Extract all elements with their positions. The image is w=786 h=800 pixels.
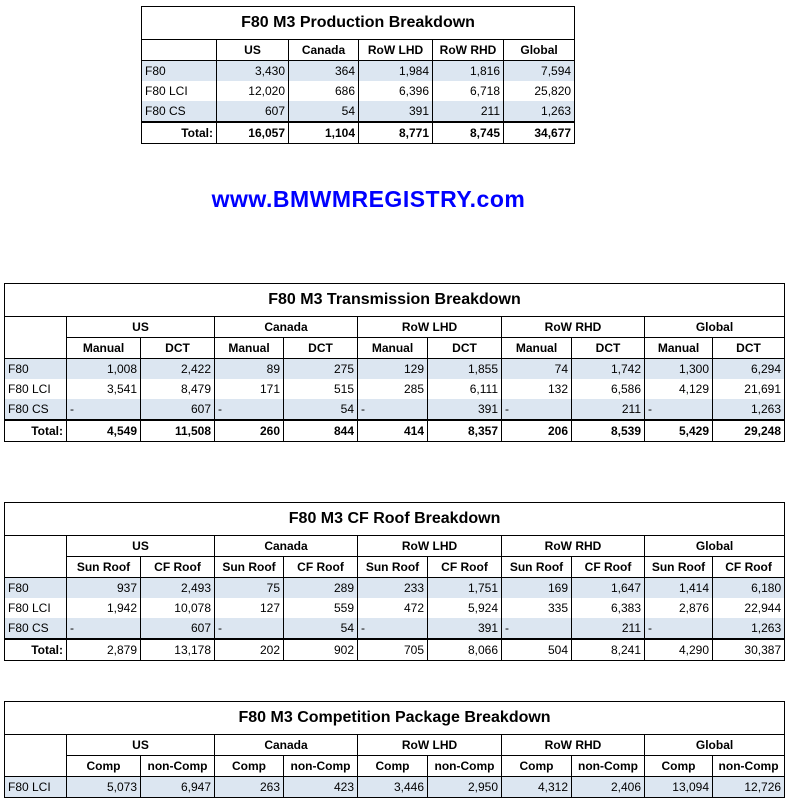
transmission-title: F80 M3 Transmission Breakdown: [5, 284, 785, 317]
sub-header: DCT: [572, 338, 645, 359]
cell-value: 364: [289, 61, 359, 82]
sub-header: Sun Roof: [215, 557, 284, 578]
total-value: 2,879: [67, 639, 141, 661]
cell-value: 1,300: [645, 359, 713, 380]
sub-header: Comp: [645, 756, 713, 777]
cell-value: 54: [284, 618, 358, 639]
total-label: Total:: [142, 122, 217, 144]
group-header: Canada: [215, 536, 358, 557]
cell-value: 211: [433, 101, 504, 122]
cell-value: 13,094: [645, 777, 713, 798]
cell-value: 6,947: [141, 777, 215, 798]
group-header: RoW RHD: [502, 735, 645, 756]
total-label: Total:: [5, 420, 67, 442]
group-header: RoW LHD: [358, 317, 502, 338]
competition-table: [4, 701, 785, 798]
table-row: [5, 598, 785, 618]
total-value: 34,677: [504, 122, 575, 144]
table-row: [5, 777, 785, 798]
total-value: 844: [284, 420, 358, 442]
row-label: F80 LCI: [5, 379, 67, 399]
cell-value: 2,950: [428, 777, 502, 798]
cell-value: 1,984: [359, 61, 433, 82]
cell-value: 3,541: [67, 379, 141, 399]
total-label: Total:: [5, 639, 67, 661]
cell-value: 25,820: [504, 81, 575, 101]
row-label: F80 CS: [5, 399, 67, 420]
production-title: F80 M3 Production Breakdown: [142, 7, 575, 40]
table-row: [142, 81, 575, 101]
production-col-header: US: [217, 40, 289, 61]
cell-value: 4,312: [502, 777, 572, 798]
sub-header: Sun Roof: [645, 557, 713, 578]
production-col-header: RoW RHD: [433, 40, 504, 61]
group-header: Canada: [215, 735, 358, 756]
cell-value: 1,647: [572, 578, 645, 599]
total-value: 5,429: [645, 420, 713, 442]
cell-value: -: [67, 399, 141, 420]
sub-header: DCT: [428, 338, 502, 359]
cell-value: 5,924: [428, 598, 502, 618]
total-value: 8,066: [428, 639, 502, 661]
website-url: www.BMWMREGISTRY.com: [211, 186, 526, 212]
table-row: [5, 399, 785, 420]
cell-value: 1,742: [572, 359, 645, 380]
production-col-header: Global: [504, 40, 575, 61]
cell-value: 129: [358, 359, 428, 380]
cell-value: 686: [289, 81, 359, 101]
total-value: 8,539: [572, 420, 645, 442]
group-header: US: [67, 735, 215, 756]
cell-value: 74: [502, 359, 572, 380]
cell-value: 607: [141, 618, 215, 639]
sub-header: CF Roof: [428, 557, 502, 578]
total-value: 16,057: [217, 122, 289, 144]
total-value: 504: [502, 639, 572, 661]
row-label: F80 CS: [142, 101, 217, 122]
cell-value: 6,180: [713, 578, 785, 599]
sub-header: CF Roof: [141, 557, 215, 578]
row-label: F80 LCI: [142, 81, 217, 101]
total-value: 260: [215, 420, 284, 442]
cell-value: 6,396: [359, 81, 433, 101]
group-header: RoW RHD: [502, 536, 645, 557]
cell-value: 335: [502, 598, 572, 618]
total-value: 414: [358, 420, 428, 442]
cell-value: 1,263: [713, 618, 785, 639]
sub-header: Comp: [215, 756, 284, 777]
total-value: 8,357: [428, 420, 502, 442]
production-table: [141, 6, 575, 144]
cell-value: 285: [358, 379, 428, 399]
sub-header: Manual: [358, 338, 428, 359]
group-header: Canada: [215, 317, 358, 338]
total-value: 4,290: [645, 639, 713, 661]
cell-value: -: [502, 399, 572, 420]
group-header: RoW LHD: [358, 536, 502, 557]
total-row: [5, 639, 785, 661]
group-header: RoW RHD: [502, 317, 645, 338]
cell-value: 391: [359, 101, 433, 122]
cell-value: 6,111: [428, 379, 502, 399]
sub-header: DCT: [713, 338, 785, 359]
table-row: [5, 578, 785, 599]
cell-value: 1,263: [504, 101, 575, 122]
cell-value: 6,586: [572, 379, 645, 399]
cell-value: 607: [141, 399, 215, 420]
total-value: 11,508: [141, 420, 215, 442]
production-col-header: RoW LHD: [359, 40, 433, 61]
sub-header: Sun Roof: [502, 557, 572, 578]
transmission-table: [4, 283, 785, 442]
cell-value: 263: [215, 777, 284, 798]
sub-header: DCT: [141, 338, 215, 359]
cell-value: 127: [215, 598, 284, 618]
group-header: Global: [645, 735, 785, 756]
cell-value: 2,876: [645, 598, 713, 618]
sub-header: CF Roof: [713, 557, 785, 578]
cell-value: 2,422: [141, 359, 215, 380]
row-label: F80 LCI: [5, 777, 67, 798]
cell-value: -: [215, 399, 284, 420]
cell-value: 2,493: [141, 578, 215, 599]
table-row: [142, 101, 575, 122]
cell-value: 211: [572, 618, 645, 639]
group-header: Global: [645, 536, 785, 557]
sub-header: Sun Roof: [358, 557, 428, 578]
total-value: 8,745: [433, 122, 504, 144]
cell-value: 1,008: [67, 359, 141, 380]
sub-header: DCT: [284, 338, 358, 359]
cell-value: 12,020: [217, 81, 289, 101]
table-row: [5, 618, 785, 639]
total-value: 8,771: [359, 122, 433, 144]
cf-roof-title: F80 M3 CF Roof Breakdown: [5, 503, 785, 536]
cell-value: 4,129: [645, 379, 713, 399]
table-row: [5, 359, 785, 380]
sub-header: non-Comp: [284, 756, 358, 777]
cell-value: 8,479: [141, 379, 215, 399]
sub-header: non-Comp: [713, 756, 785, 777]
cell-value: 75: [215, 578, 284, 599]
total-value: 206: [502, 420, 572, 442]
group-header: Global: [645, 317, 785, 338]
cell-value: -: [67, 618, 141, 639]
cell-value: -: [645, 399, 713, 420]
cell-value: 132: [502, 379, 572, 399]
cell-value: 289: [284, 578, 358, 599]
cell-value: 54: [284, 399, 358, 420]
total-value: 13,178: [141, 639, 215, 661]
row-label: F80 CS: [5, 618, 67, 639]
cell-value: 169: [502, 578, 572, 599]
sub-header: non-Comp: [428, 756, 502, 777]
cf-roof-table: [4, 502, 785, 661]
table-row: [5, 379, 785, 399]
cell-value: 1,751: [428, 578, 502, 599]
table-row: [142, 61, 575, 82]
row-label: F80: [142, 61, 217, 82]
total-row: [5, 420, 785, 442]
production-col-header: Canada: [289, 40, 359, 61]
sub-header: Manual: [215, 338, 284, 359]
cell-value: 3,430: [217, 61, 289, 82]
cell-value: 1,816: [433, 61, 504, 82]
cell-value: 607: [217, 101, 289, 122]
total-value: 30,387: [713, 639, 785, 661]
sub-header: non-Comp: [141, 756, 215, 777]
sub-header: Manual: [502, 338, 572, 359]
cell-value: 54: [289, 101, 359, 122]
row-label: F80: [5, 359, 67, 380]
sub-header: Comp: [67, 756, 141, 777]
cell-value: 22,944: [713, 598, 785, 618]
cell-value: 233: [358, 578, 428, 599]
cell-value: -: [215, 618, 284, 639]
total-value: 1,104: [289, 122, 359, 144]
cell-value: 1,855: [428, 359, 502, 380]
row-label: F80 LCI: [5, 598, 67, 618]
cell-value: -: [645, 618, 713, 639]
group-header: RoW LHD: [358, 735, 502, 756]
cell-value: 1,942: [67, 598, 141, 618]
cell-value: 1,414: [645, 578, 713, 599]
cell-value: 559: [284, 598, 358, 618]
cell-value: 171: [215, 379, 284, 399]
sub-header: Comp: [502, 756, 572, 777]
cell-value: 10,078: [141, 598, 215, 618]
cell-value: -: [358, 399, 428, 420]
total-value: 4,549: [67, 420, 141, 442]
group-header: US: [67, 317, 215, 338]
cell-value: 21,691: [713, 379, 785, 399]
cell-value: 211: [572, 399, 645, 420]
cell-value: -: [502, 618, 572, 639]
cell-value: 275: [284, 359, 358, 380]
competition-title: F80 M3 Competition Package Breakdown: [5, 702, 785, 735]
cell-value: 3,446: [358, 777, 428, 798]
sub-header: Manual: [67, 338, 141, 359]
cell-value: 5,073: [67, 777, 141, 798]
sub-header: Comp: [358, 756, 428, 777]
cell-value: -: [358, 618, 428, 639]
cell-value: 7,594: [504, 61, 575, 82]
cell-value: 6,383: [572, 598, 645, 618]
total-value: 202: [215, 639, 284, 661]
cell-value: 391: [428, 399, 502, 420]
total-value: 8,241: [572, 639, 645, 661]
cell-value: 423: [284, 777, 358, 798]
cell-value: 472: [358, 598, 428, 618]
cell-value: 937: [67, 578, 141, 599]
cell-value: 12,726: [713, 777, 785, 798]
cell-value: 6,294: [713, 359, 785, 380]
row-label: F80: [5, 578, 67, 599]
sub-header: CF Roof: [284, 557, 358, 578]
total-value: 705: [358, 639, 428, 661]
sub-header: non-Comp: [572, 756, 645, 777]
cell-value: 2,406: [572, 777, 645, 798]
total-row: [142, 122, 575, 144]
cell-value: 391: [428, 618, 502, 639]
sub-header: Sun Roof: [67, 557, 141, 578]
cell-value: 6,718: [433, 81, 504, 101]
sub-header: Manual: [645, 338, 713, 359]
group-header: US: [67, 536, 215, 557]
total-value: 902: [284, 639, 358, 661]
total-value: 29,248: [713, 420, 785, 442]
cell-value: 1,263: [713, 399, 785, 420]
sub-header: CF Roof: [572, 557, 645, 578]
cell-value: 515: [284, 379, 358, 399]
cell-value: 89: [215, 359, 284, 380]
